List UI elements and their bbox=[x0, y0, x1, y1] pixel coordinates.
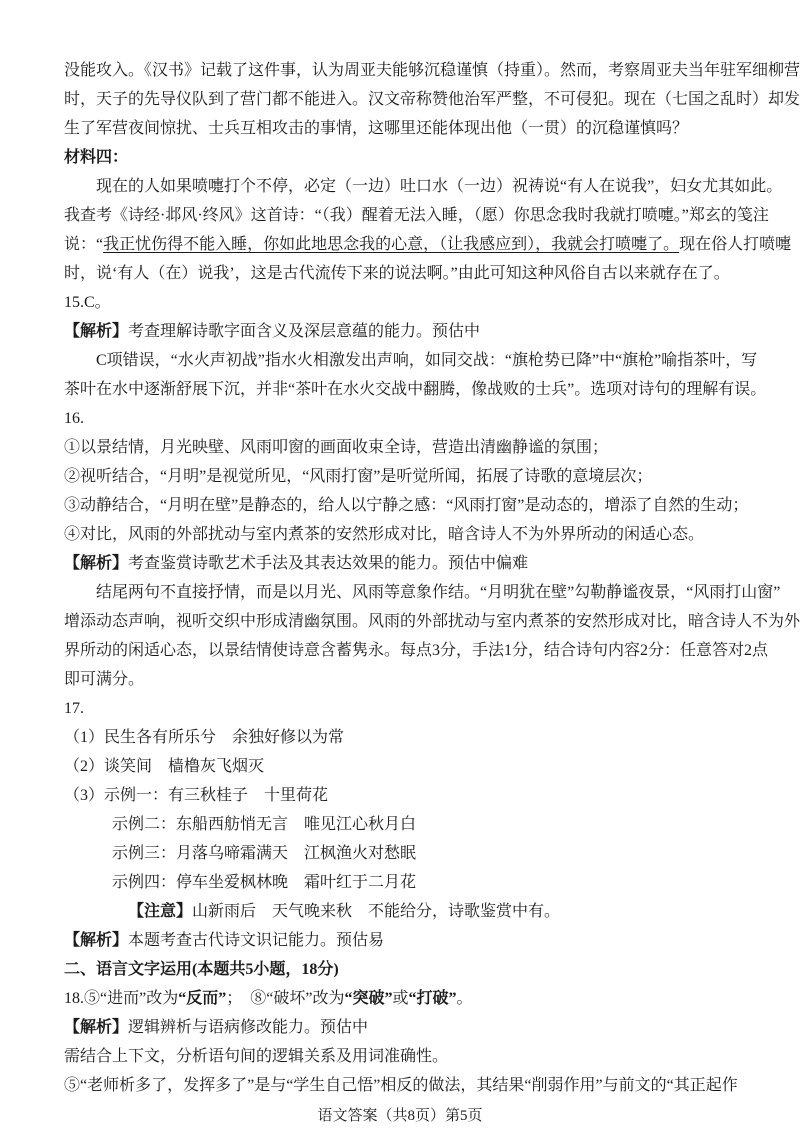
page-footer: 语文答案（共8页）第5页 bbox=[317, 1108, 483, 1124]
text-segment: 没能攻入。《汉书》记载了这件事，认为周亚夫能够沉稳谨慎（持重）。然而，考察周亚夫当年驻军细柳营 bbox=[64, 62, 800, 79]
text-line bbox=[64, 723, 744, 752]
text-segment: 示例四：停车坐爱枫林晚 霜叶红于二月花 bbox=[112, 874, 417, 891]
text-line bbox=[64, 578, 781, 607]
bold-text: 【解析】 bbox=[64, 1019, 129, 1036]
text-line bbox=[64, 317, 744, 346]
bold-text: 材料四： bbox=[64, 149, 129, 166]
text-segment: 考查鉴赏诗歌艺术手法及其表达效果的能力。预估中偏难 bbox=[128, 555, 529, 572]
text-segment: 结尾两句不直接抒情，而是以月光、风雨等意象作结。“月明犹在壁”勾勒静谧夜景，“风雨打山窗” bbox=[96, 584, 781, 601]
text-line bbox=[64, 288, 744, 317]
text-line bbox=[64, 56, 800, 85]
text-segment: 生了军营夜间惊扰、士兵互相攻击的事情，这哪里还能体现出他（一贯）的沉稳谨慎吗？ bbox=[64, 120, 689, 137]
text-line bbox=[64, 839, 744, 868]
text-line bbox=[64, 694, 744, 723]
text-line bbox=[64, 172, 783, 201]
text-line bbox=[64, 984, 744, 1013]
document-body bbox=[64, 56, 800, 1100]
text-segment: ⑤“老师析多了，发挥多了”是与“学生自己悟”相反的做法，其结果“削弱作用”与前文的“其正起作 bbox=[64, 1077, 738, 1094]
text-line bbox=[64, 433, 744, 462]
text-line bbox=[64, 1071, 744, 1100]
bold-text: “反而” bbox=[178, 990, 227, 1007]
text-segment: 。 bbox=[456, 990, 473, 1007]
text-segment: 示例三：月落乌啼霜满天 江枫渔火对愁眠 bbox=[112, 845, 417, 862]
text-line bbox=[64, 1042, 744, 1071]
text-segment: 18.⑤“进而”改为 bbox=[64, 990, 179, 1007]
text-segment: ； ⑧“破坏”改为 bbox=[226, 990, 345, 1007]
bold-text: 【解析】 bbox=[64, 932, 129, 949]
text-segment: 界所动的闲适心态，以景结情使诗意含蓄隽永。每点3分，手法1分，结合诗句内容2分：任意答对2点 bbox=[64, 642, 769, 659]
text-line bbox=[64, 520, 744, 549]
bold-text: 【解析】 bbox=[64, 323, 129, 340]
text-segment: （3）示例一：有三秋桂子 十里荷花 bbox=[64, 787, 329, 804]
text-segment: 时，说‘有人（在）说我’，这是古代流传下来的说法啊。”由此可知这种风俗自古以来就存在了。 bbox=[64, 265, 730, 282]
text-line bbox=[64, 549, 744, 578]
bold-text: 二、语言文字运用(本题共5小题，18分) bbox=[64, 961, 339, 978]
text-segment: 时，天子的先导仪队到了营门都不能进入。汉文帝称赞他治军严整，不可侵犯。现在（七国之乱时）却发 bbox=[64, 91, 800, 108]
text-line bbox=[64, 346, 758, 375]
text-segment: C项错误，“水火声初战”指水火相激发出声响，如同交战：“旗枪势已降”中“旗枪”喻指茶叶，写 bbox=[96, 352, 758, 369]
text-segment: 增添动态声响，视听交织中形成清幽氛围。风雨的外部扰动与室内煮茶的安然形成对比，暗含诗人不为外 bbox=[64, 613, 800, 630]
text-segment: 考查理解诗歌字面含义及深层意蕴的能力。预估中 bbox=[128, 323, 481, 340]
text-line bbox=[64, 404, 744, 433]
text-segment: 说：“ bbox=[64, 236, 104, 253]
text-segment: 我查考《诗经·邶风·终风》这首诗：“（我）醒着无法入睡，（愿）你思念我时我就打喷嚏。”郑玄的笺注 bbox=[64, 207, 769, 224]
text-line bbox=[64, 85, 800, 114]
bold-text: “突破” bbox=[344, 990, 393, 1007]
text-line bbox=[64, 752, 744, 781]
text-line bbox=[64, 781, 744, 810]
text-segment: 山新雨后 天气晚来秋 不能给分，诗歌鉴赏中有。 bbox=[192, 903, 561, 920]
text-line bbox=[64, 114, 744, 143]
text-line bbox=[64, 897, 744, 926]
text-line bbox=[64, 607, 800, 636]
text-segment: 15.C。 bbox=[64, 294, 111, 311]
text-line bbox=[64, 926, 744, 955]
text-segment: ②视听结合，“月明”是视觉所见，“风雨打窗”是听觉所闻，拓展了诗歌的意境层次； bbox=[64, 468, 653, 485]
underlined-text: 我正忧伤得不能入睡，你如此地思念我的心意，（让我感应到），我就会打喷嚏了。 bbox=[103, 236, 680, 253]
text-segment: 17. bbox=[64, 700, 84, 717]
text-segment: ④对比，风雨的外部扰动与室内煮茶的安然形成对比，暗含诗人不为外界所动的闲适心态。 bbox=[64, 526, 705, 543]
text-segment: 逻辑辨析与语病修改能力。预估中 bbox=[128, 1019, 369, 1036]
text-segment: 或 bbox=[392, 990, 409, 1007]
text-line bbox=[64, 462, 744, 491]
bold-text: “打破” bbox=[408, 990, 457, 1007]
text-line bbox=[64, 259, 744, 288]
text-line bbox=[64, 868, 744, 897]
text-line bbox=[64, 665, 744, 694]
text-line bbox=[64, 1013, 744, 1042]
text-segment: 现在俗人打喷嚏 bbox=[679, 236, 792, 253]
text-segment: ③动静结合，“月明在壁”是静态的，给人以宁静之感：“风雨打窗”是动态的，增添了自然的生动； bbox=[64, 497, 749, 514]
bold-text: 【注意】 bbox=[128, 903, 193, 920]
text-line bbox=[64, 955, 744, 984]
text-line bbox=[64, 636, 769, 665]
text-segment: 即可满分。 bbox=[64, 671, 145, 688]
text-segment: 示例二：东船西舫悄无言 唯见江心秋月白 bbox=[112, 816, 417, 833]
text-segment: （1）民生各有所乐兮 余独好修以为常 bbox=[64, 729, 345, 746]
text-segment: 需结合上下文，分析语句间的逻辑关系及用词准确性。 bbox=[64, 1048, 449, 1065]
text-segment: 现在的人如果喷嚏打个不停，必定（一边）吐口水（一边）祝祷说“有人在说我”，妇女尤其如此。 bbox=[96, 178, 783, 195]
text-line bbox=[64, 230, 792, 259]
text-segment: （2）谈笑间 樯橹灰飞烟灭 bbox=[64, 758, 265, 775]
text-segment: 16. bbox=[64, 410, 84, 427]
text-line bbox=[64, 491, 749, 520]
text-line bbox=[64, 810, 744, 839]
text-line bbox=[64, 201, 769, 230]
bold-text: 【解析】 bbox=[64, 555, 129, 572]
text-line bbox=[64, 375, 767, 404]
text-segment: 茶叶在水中逐渐舒展下沉，并非“茶叶在水火交战中翻腾，像战败的士兵”。选项对诗句的理解有误。 bbox=[64, 381, 767, 398]
text-line bbox=[64, 143, 744, 172]
text-segment: ①以景结情，月光映壁、风雨叩窗的画面收束全诗，营造出清幽静谧的氛围； bbox=[64, 439, 609, 456]
text-segment: 本题考查古代诗文识记能力。预估易 bbox=[128, 932, 385, 949]
